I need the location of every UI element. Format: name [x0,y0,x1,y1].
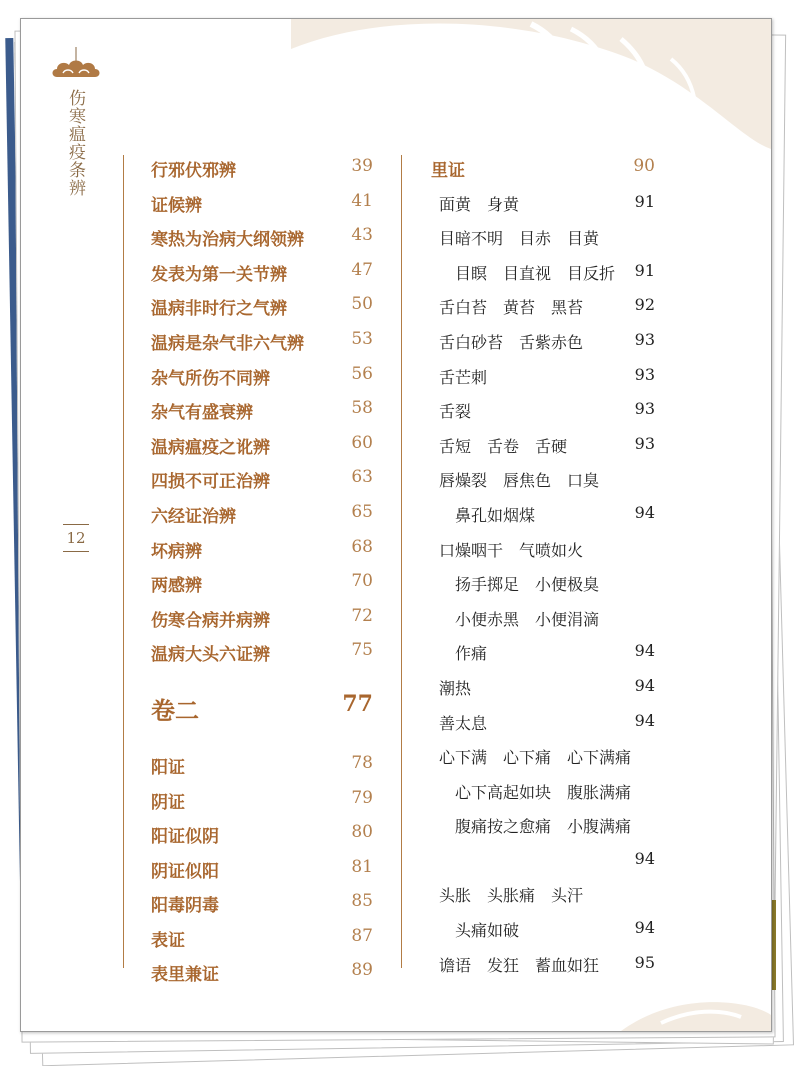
toc-entry-page: 94 [634,675,655,695]
toc-entry[interactable] [431,913,655,948]
toc-entry-title: 阳毒阴毒 [151,896,219,917]
toc-entry[interactable] [151,325,373,360]
toc-entry-title: 杂气有盛衰辨 [151,403,253,424]
toc-entry-page: 70 [351,571,373,592]
toc-entry-page: 87 [351,925,373,946]
toc-entry[interactable] [151,749,373,784]
toc-entry[interactable] [431,187,655,222]
toc-entry-page: 53 [351,328,373,349]
toc-entry[interactable] [431,256,655,291]
toc-entry-page: 81 [351,856,373,877]
section-heading[interactable] [431,152,655,187]
toc-entry-title: 六经证治辨 [151,506,236,527]
toc-entry[interactable] [151,533,373,568]
toc-entry-title: 证候辨 [151,195,202,216]
toc-entry[interactable] [431,221,655,256]
toc-entry-title: 舌白苔 黄苔 黑苔 [439,298,584,318]
toc-entry-page: 79 [351,787,373,808]
toc-entry[interactable] [151,256,373,291]
toc-entry-title: 阳证 [151,757,185,778]
toc-entry-title: 温病瘟疫之讹辨 [151,437,270,458]
toc-entry[interactable] [151,922,373,957]
toc-entry-page: 94 [634,918,655,938]
toc-entry[interactable] [431,602,655,637]
column-rule [401,155,402,968]
volume-title: 卷二 [151,695,199,725]
toc-entry-page: 47 [351,259,373,280]
toc-entry[interactable] [431,394,655,429]
toc-entry[interactable] [431,878,655,913]
toc-entry-title: 心下高起如块 腹胀满痛 [455,782,632,802]
toc-entry[interactable] [431,567,655,602]
toc-entry-title: 头痛如破 [455,921,520,941]
toc-entry-title: 作痛 [455,644,488,664]
toc-entry-page: 89 [351,960,373,981]
toc-entry-page: 50 [351,294,373,315]
toc-entry-title: 阴证似阳 [151,861,219,882]
toc-entry-page: 43 [351,225,373,246]
toc-entry[interactable] [431,809,655,844]
toc-entry-page: 93 [634,433,655,453]
volume-heading[interactable] [151,683,373,749]
toc-entry-title: 杂气所伤不同辨 [151,368,270,389]
toc-entry[interactable] [151,221,373,256]
toc-entry-page: 58 [351,398,373,419]
cloud-ornament-icon [49,47,103,85]
toc-entry[interactable] [431,636,655,671]
section-page: 90 [633,156,655,176]
section-title: 里证 [431,161,465,181]
toc-entry-page: 91 [634,191,655,211]
toc-entry-page: 92 [634,295,655,315]
toc-entry-title: 扬手掷足 小便极臭 [455,575,600,595]
toc-right-column [431,152,655,982]
toc-entry[interactable] [151,394,373,429]
toc-entry-title: 寒热为治病大纲领辨 [151,230,304,251]
toc-entry[interactable] [431,463,655,498]
toc-entry[interactable] [151,956,373,991]
toc-entry-page: 75 [351,640,373,661]
toc-entry-title: 表里兼证 [151,965,219,986]
page-number: 12 [63,524,89,552]
toc-entry-page: 68 [351,536,373,557]
toc-entry-title: 唇燥裂 唇焦色 口臭 [439,471,600,491]
toc-entry-title: 鼻孔如烟煤 [455,505,536,525]
toc-entry-page: 93 [634,364,655,384]
toc-entry-title: 舌芒刺 [439,367,488,387]
toc-entry[interactable] [151,152,373,187]
toc-entry-title: 谵语 发狂 蓄血如狂 [439,955,600,975]
toc-entry-page: 39 [351,156,373,176]
toc-entry-page: 78 [351,752,373,773]
toc-entry-title: 口燥咽干 气喷如火 [439,540,584,560]
toc-entry-title: 阴证 [151,792,185,813]
toc-entry[interactable] [431,429,655,464]
toc-entry-title: 阳证似阴 [151,827,219,848]
toc-entry-title: 四损不可正治辨 [151,472,270,493]
decorative-swirl [621,989,771,1031]
toc-entry-title: 头胀 头胀痛 头汗 [439,886,584,906]
toc-entry-title: 温病大头六证辨 [151,645,270,666]
toc-entry[interactable] [151,360,373,395]
toc-entry-page: 95 [634,952,655,972]
toc-entry-page: 94 [634,710,655,730]
toc-entry-page: 93 [634,329,655,349]
toc-entry-title: 舌短 舌卷 舌硬 [439,436,568,456]
toc-entry[interactable] [151,290,373,325]
toc-entry[interactable] [431,498,655,533]
toc-entry-title: 舌白砂苔 舌紫赤色 [439,332,584,352]
toc-entry-page: 65 [351,501,373,522]
toc-entry[interactable] [151,429,373,464]
toc-entry[interactable] [431,775,655,810]
toc-entry-page: 94 [634,502,655,522]
toc-entry[interactable] [431,290,655,325]
toc-entry-page: 41 [351,190,373,211]
toc-entry-title: 伤寒合病并病辨 [151,610,270,631]
toc-entry-title: 两感辨 [151,576,202,597]
toc-entry-title: 面黄 身黄 [439,194,520,214]
toc-entry-title: 心下满 心下痛 心下满痛 [439,748,632,768]
toc-entry-title: 目瞑 目直视 目反折 [455,263,616,283]
toc-entry-page: 91 [634,260,655,280]
toc-entry[interactable] [151,567,373,602]
toc-entry-title: 小便赤黑 小便涓滴 [455,609,600,629]
toc-entry[interactable] [431,844,655,879]
toc-entry-title: 温病是杂气非六气辨 [151,333,304,354]
toc-page [20,18,772,1032]
toc-entry[interactable] [431,360,655,395]
toc-entry-page: 63 [351,467,373,488]
toc-entry-page: 94 [634,641,655,661]
toc-entry[interactable] [151,887,373,922]
toc-entry[interactable] [431,325,655,360]
toc-entry[interactable] [151,498,373,533]
toc-entry[interactable] [151,187,373,222]
column-rule [123,155,124,968]
toc-entry-page: 80 [351,822,373,843]
toc-entry-title: 行邪伏邪辨 [151,161,236,181]
toc-entry[interactable] [151,463,373,498]
toc-entry[interactable] [151,636,373,671]
toc-entry-page: 93 [634,399,655,419]
toc-entry[interactable] [151,818,373,853]
volume-page: 77 [342,690,373,717]
toc-entry[interactable] [151,853,373,888]
toc-entry-page: 60 [351,432,373,453]
toc-entry-page: 56 [351,363,373,384]
toc-entry-title: 善太息 [439,713,488,733]
toc-entry-title: 温病非时行之气辨 [151,299,287,320]
toc-entry[interactable] [431,706,655,741]
toc-entry-title: 潮热 [439,678,472,698]
toc-entry-title: 坏病辨 [151,541,202,562]
toc-entry-page: 85 [351,891,373,912]
toc-entry-title: 目暗不明 目赤 目黄 [439,229,600,249]
toc-entry-title: 发表为第一关节辨 [151,264,287,285]
toc-entry[interactable] [431,671,655,706]
toc-entry-title: 舌裂 [439,402,472,422]
book-title: 伤寒瘟疫条辨 [65,89,85,197]
toc-entry-title: 表证 [151,930,185,951]
toc-entry[interactable] [151,602,373,637]
toc-entry-page: 72 [351,605,373,626]
toc-entry-title: 腹痛按之愈痛 小腹满痛 [455,817,632,837]
toc-entry[interactable] [431,948,655,983]
toc-entry[interactable] [431,740,655,775]
toc-entry[interactable] [151,784,373,819]
toc-entry-page: 94 [634,848,655,868]
toc-left-column [151,152,373,991]
toc-entry[interactable] [431,533,655,568]
